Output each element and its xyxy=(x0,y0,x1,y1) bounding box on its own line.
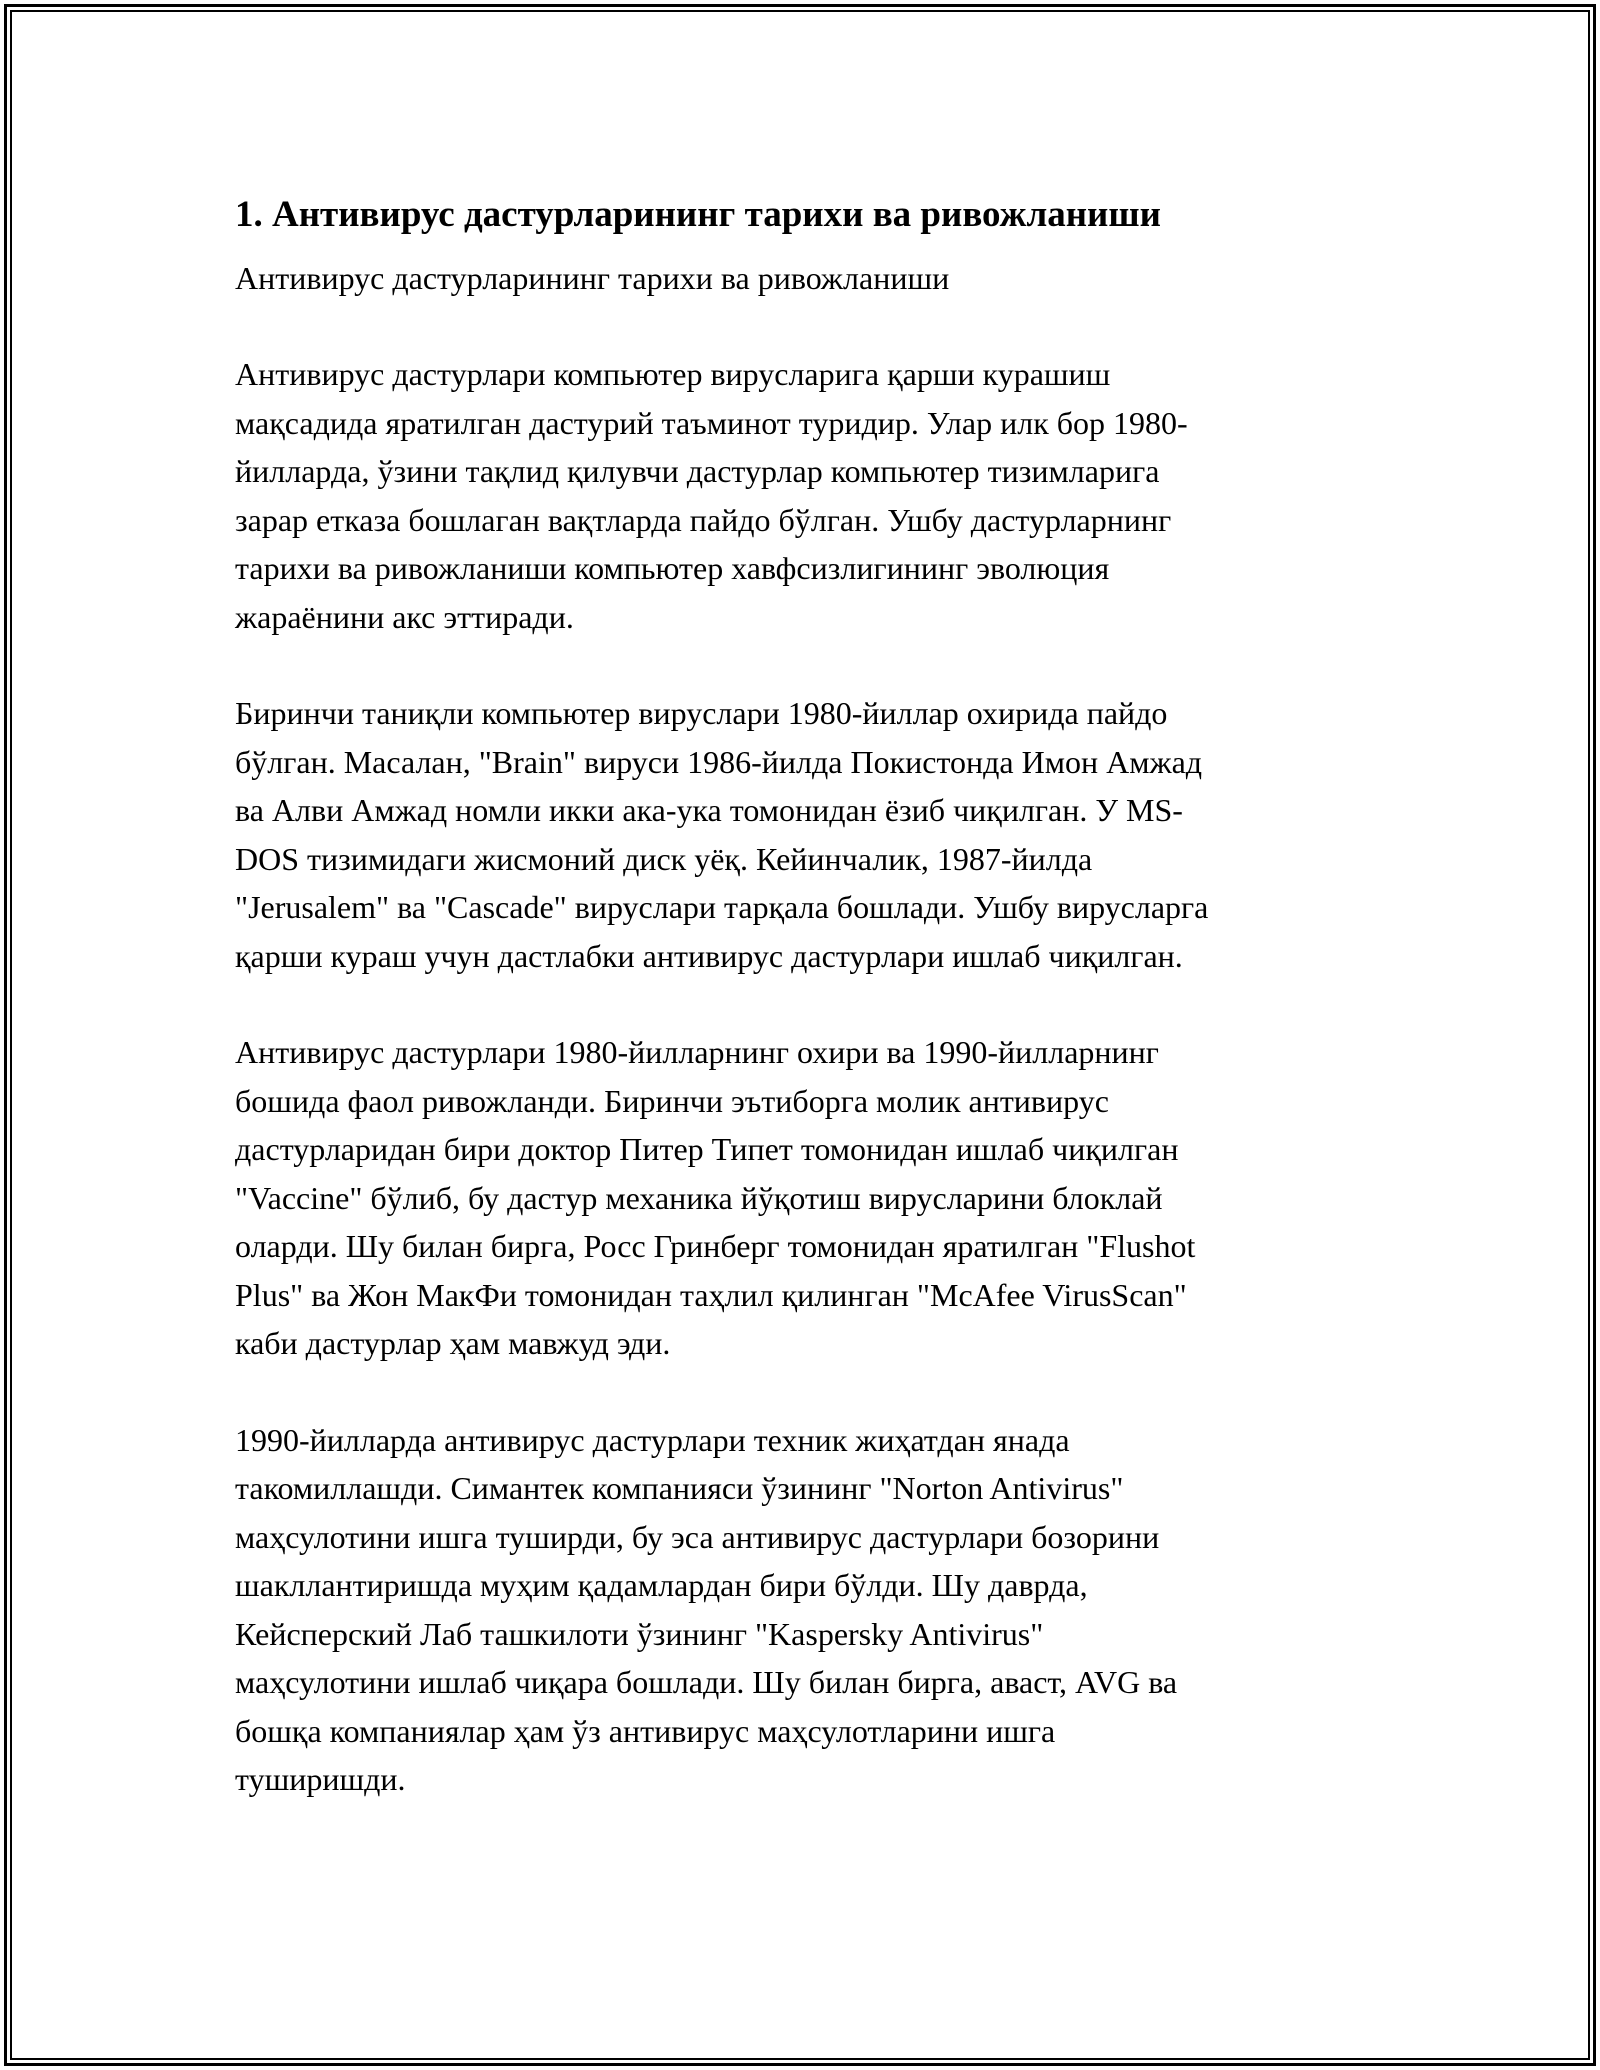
paragraph-line: Кейсперский Лаб ташкилоти ўзининг "Kaspersky Antivirus" xyxy=(235,1615,1044,1652)
paragraph-line: Plus" ва Жон МакФи томонидан таҳлил қилинган "McAfee VirusScan" xyxy=(235,1276,1187,1313)
paragraph-4 xyxy=(235,1416,1365,1804)
paragraph-line: каби дастурлар ҳам мавжуд эди. xyxy=(235,1325,671,1361)
paragraph-line: "Jerusalem" ва "Cascade" вируслари тарқала бошлади. Ушбу вирусларга xyxy=(235,889,1209,925)
paragraph-line: маҳсулотини ишлаб чиқара бошлади. Шу билан бирга, аваст, AVG ва xyxy=(235,1664,1178,1700)
paragraph-line: бўлган. Масалан, "Brain" вируси 1986-йилда Покистонда Имон Амжад xyxy=(235,743,1203,780)
paragraph-line: бошқа компаниялар ҳам ўз антивирус маҳсулотларини ишга xyxy=(235,1712,1056,1749)
paragraph-line: Антивирус дастурлари 1980-йилларнинг охири ва 1990-йилларнинг xyxy=(235,1034,1159,1070)
paragraph-line: мақсадида яратилган дастурий таъминот туридир. Улар илк бор 1980- xyxy=(235,404,1188,441)
paragraph-line: DOS тизимидаги жисмоний диск уёқ. Кейинчалик, 1987-йилда xyxy=(235,840,1093,877)
paragraph-line: шакллантиришда муҳим қадамлардан бири бўлди. Шу даврда, xyxy=(235,1567,1088,1603)
paragraph-3 xyxy=(235,1028,1365,1368)
paragraph-line: оларди. Шу билан бирга, Росс Гринберг томонидан яратилган "Flushot xyxy=(235,1228,1196,1264)
paragraph-line: 1990-йилларда антивирус дастурлари техник жиҳатдан янада xyxy=(235,1421,1070,1458)
document-body xyxy=(235,186,1365,1804)
paragraph-line: такомиллашди. Симантек компанияси ўзининг "Norton Antivirus" xyxy=(235,1470,1124,1506)
paragraph-line: ва Алви Амжад номли икки ака-ука томонидан ёзиб чиқилган. У MS- xyxy=(235,792,1183,828)
paragraph-line: зарар етказа бошлаган вақтларда пайдо бўлган. Ушбу дастурларнинг xyxy=(235,501,1172,538)
paragraph-line: маҳсулотини ишга туширди, бу эса антивирус дастурлари бозорини xyxy=(235,1518,1160,1555)
paragraph-line: "Vaccine" бўлиб, бу дастур механика йўқотиш вирусларини блоклай xyxy=(235,1179,1163,1216)
paragraph-line: тарихи ва ривожланиши компьютер хавфсизлигининг эволюция xyxy=(235,550,1110,586)
section-subtitle: Антивирус дастурларининг тарихи ва ривожланиши xyxy=(235,260,950,296)
paragraph-line: жараёнини акс эттиради. xyxy=(235,598,574,635)
paragraph-line: туширишди. xyxy=(235,1761,406,1797)
paragraph-1 xyxy=(235,350,1365,641)
paragraph-line: Антивирус дастурлари компьютер вирусларига қарши курашиш xyxy=(235,356,1111,392)
paragraph-line: қарши кураш учун дастлабки антивирус дастурлари ишлаб чиқилган. xyxy=(235,937,1183,974)
paragraph-line: бошида фаол ривожланди. Биринчи эътиборга молик антивирус xyxy=(235,1082,1109,1119)
paragraph-line: Биринчи таниқли компьютер вируслари 1980-йиллар охирида пайдо xyxy=(235,695,1168,731)
paragraph-2 xyxy=(235,689,1365,980)
paragraph-line: дастурларидан бири доктор Питер Типет томонидан ишлаб чиқилган xyxy=(235,1131,1179,1167)
paragraph-line: йилларда, ўзини тақлид қилувчи дастурлар компьютер тизимларига xyxy=(235,453,1160,489)
section-heading: 1. Антивирус дастурларининг тарихи ва ривожланиши xyxy=(235,194,1161,235)
